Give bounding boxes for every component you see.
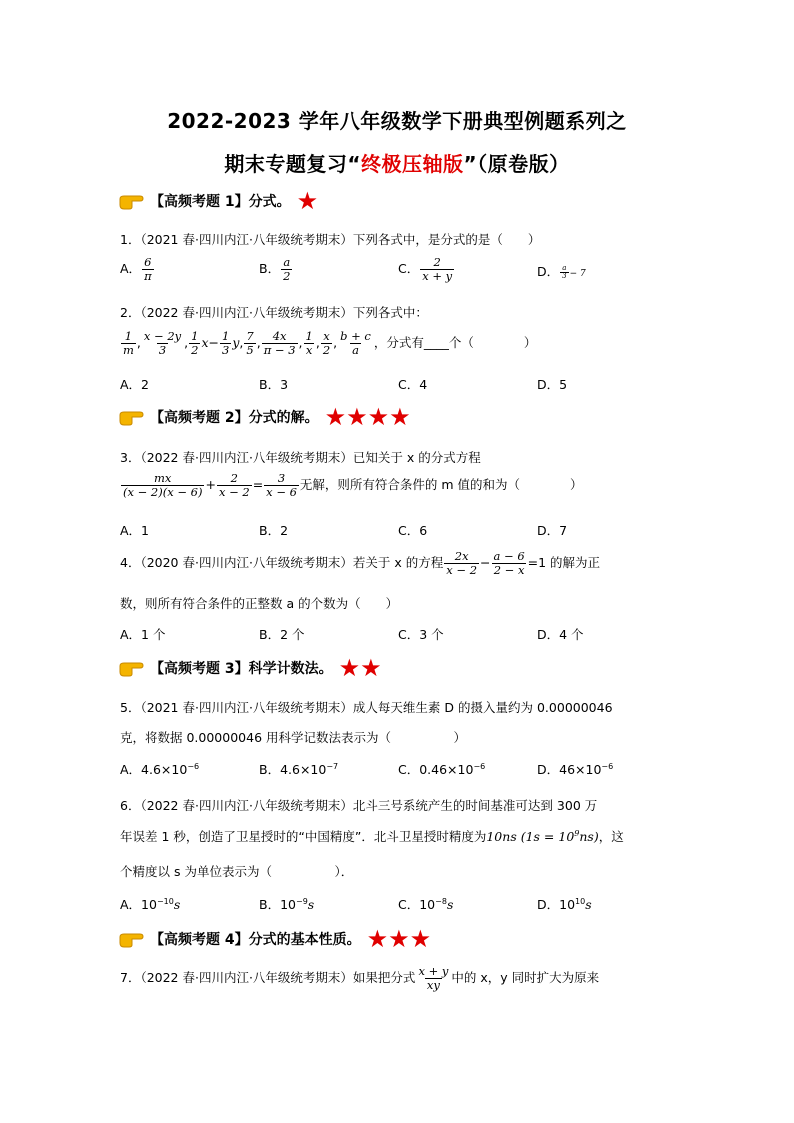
q5-option-d: D．$46\times 10^{-6}$ [537, 761, 614, 777]
question-7-text: 7．（2022 春·四川内江·八年级统考期末）如果把分式 $\frac{x + y}{xy}$ 中的 x，y 同时扩大为原来 [120, 964, 600, 992]
page-title-line1: 2022-2023 学年八年级数学下册典型例题系列之 [167, 109, 627, 133]
q1-option-b: B． $\frac{a}{2}$ [259, 255, 291, 283]
rating-stars-icon: ★★★ [366, 925, 432, 953]
section-header-3: 【高频考题 3】科学计数法。 ★★ [118, 655, 383, 681]
q1-option-c: C． $\frac{2}{x + y}$ [398, 255, 453, 283]
q2-option-d: D．5 [537, 377, 568, 392]
q4-option-c: C．3 个 [398, 627, 444, 642]
q2-option-b: B．3 [259, 377, 289, 392]
q3-option-c: C．6 [398, 523, 428, 538]
q3-option-a: A．1 [120, 523, 150, 538]
question-1-text: 1．（2021 春·四川内江·八年级统考期末）下列各式中，是分式的是（ ） [120, 232, 541, 247]
pointing-hand-icon [118, 930, 144, 948]
q6-option-b: B．$10^{-9}s$ [259, 896, 315, 912]
pointing-hand-icon [118, 408, 144, 426]
question-6-line1: 6．（2022 春·四川内江·八年级统考期末）北斗三号系统产生的时间基准可达到 300 万 [120, 798, 598, 813]
pointing-hand-icon [118, 659, 144, 677]
page-title-line2: 期末专题复习“终极压轴版”（原卷版） [224, 152, 570, 176]
section-header-1: 【高频考题 1】分式。 ★ [118, 188, 319, 214]
q2-option-c: C．4 [398, 377, 428, 392]
q3-option-d: D．7 [537, 523, 568, 538]
q6-option-a: A．$10^{-10}s$ [120, 896, 181, 912]
q2-option-a: A．2 [120, 377, 150, 392]
pointing-hand-icon [118, 192, 144, 210]
q1-option-d: D． $\frac{a}{3}$ − 7 [537, 264, 586, 280]
question-3-equation: $\frac{mx}{(x - 2)(x - 6)}$ + $\frac{2}{x - 2}$ = $\frac{3}{x - 6}$ 无解，则所有符合条件的 m 值的和为（ ） [123, 471, 583, 499]
question-4-line2: 数，则所有符合条件的正整数 a 的个数为（ ） [120, 596, 399, 611]
rating-stars-icon: ★★★★ [324, 403, 411, 431]
q5-option-b: B．$4.6\times 10^{-7}$ [259, 761, 339, 777]
q4-option-a: A．1 个 [120, 627, 166, 642]
rating-stars-icon: ★★ [338, 654, 382, 682]
question-5-line2: 克，将数据 0.00000046 用科学记数法表示为（ ） [120, 730, 466, 745]
question-4-text: 4．（2020 春·四川内江·八年级统考期末）若关于 x 的方程 $\frac{2x}{x - 2}$ − $\frac{a - 6}{2 - x}$ =1 的解为正 [120, 549, 601, 577]
q3-option-b: B．2 [259, 523, 289, 538]
question-6-line3: 个精度以 s 为单位表示为（ ）． [120, 864, 354, 879]
question-3-text: 3．（2022 春·四川内江·八年级统考期末）已知关于 x 的分式方程 [120, 450, 481, 465]
question-2-text: 2．（2022 春·四川内江·八年级统考期末）下列各式中： [120, 305, 428, 320]
question-6-line2: 年误差 1 秒，创造了卫星授时的“中国精度”．北斗卫星授时精度为10ns $(1s = 10^9ns)$，这 [120, 828, 624, 844]
section-header-4: 【高频考题 4】分式的基本性质。 ★★★ [118, 926, 432, 952]
question-5-line1: 5．（2021 春·四川内江·八年级统考期末）成人每天维生素 D 的摄入量约为 0.00000046 [120, 700, 613, 715]
q4-option-b: B．2 个 [259, 627, 305, 642]
q6-option-c: C．$10^{-8}s$ [398, 896, 454, 912]
title-highlight: 终极压轴版 [361, 152, 464, 176]
rating-stars-icon: ★ [296, 187, 319, 215]
section-header-2: 【高频考题 2】分式的解。 ★★★★ [118, 404, 412, 430]
q5-option-c: C．$0.46\times 10^{-6}$ [398, 761, 486, 777]
q1-option-a: A． $\frac{6}{\pi}$ [120, 255, 152, 283]
question-2-expressions: $\frac{1}{m}$ , $\frac{x - 2y}{3}$ , $\frac{1}{2}$ x− $\frac{1}{3}$ y, $\frac{7}{5}$ , $\frac{4x}{\pi - 3}$ , $\frac{1}{x}$ , $\frac{x}{2}$ , $\frac{b + c}{a}$ ，分式有____个（ ） [123, 329, 537, 357]
q5-option-a: A．$4.6\times 10^{-6}$ [120, 761, 200, 777]
q6-option-d: D．$10^{10}s$ [537, 896, 592, 912]
q4-option-d: D．4 个 [537, 627, 584, 642]
